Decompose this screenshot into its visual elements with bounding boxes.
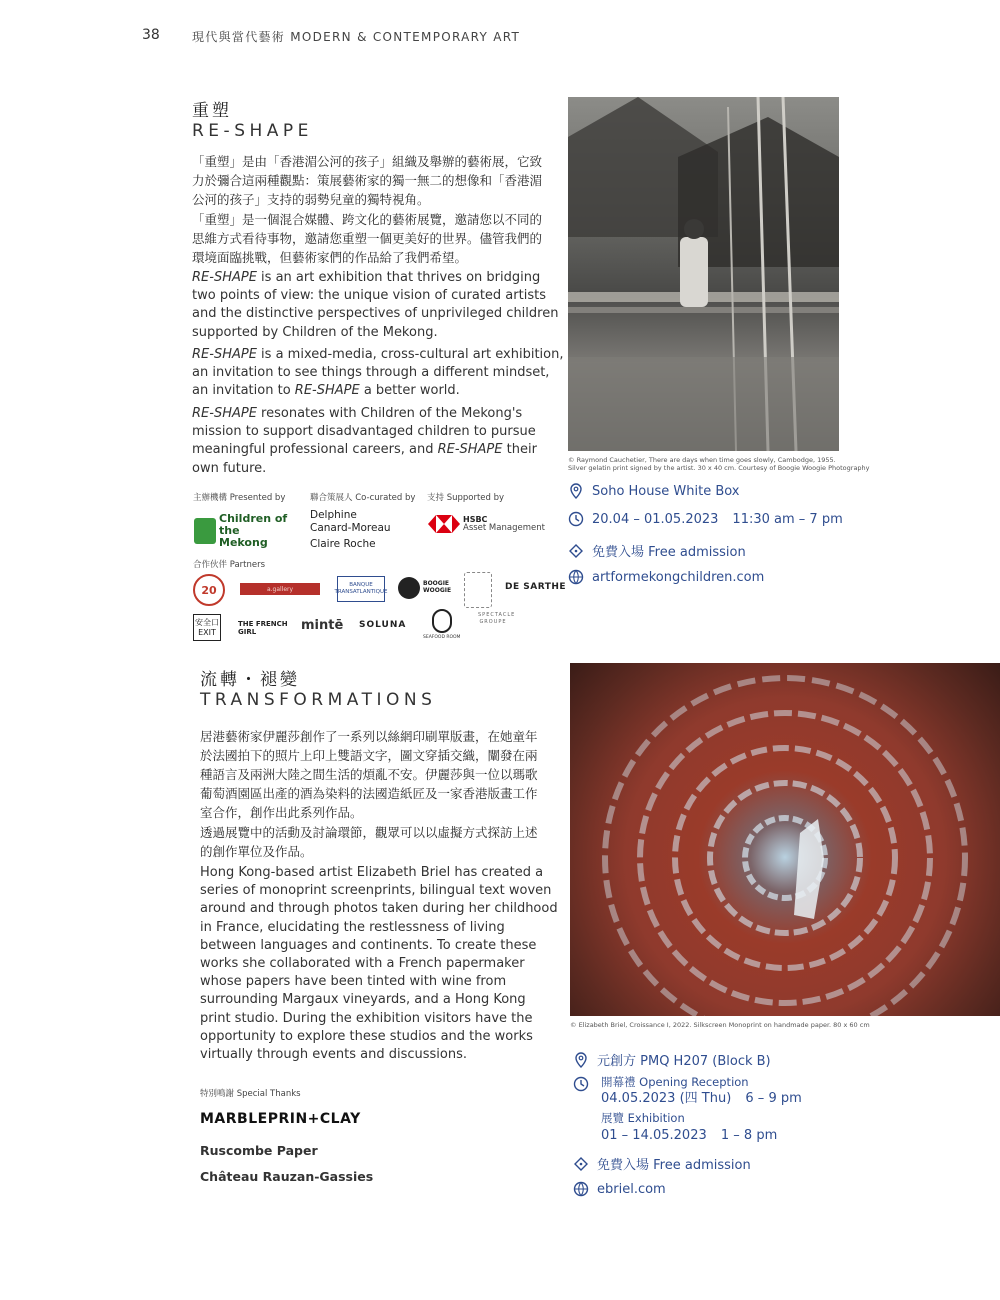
exhibition-label: 展覽 Exhibition bbox=[601, 1111, 685, 1125]
reshape-en-para1 bbox=[192, 269, 564, 342]
partner-logo-minte: mintē bbox=[301, 618, 344, 633]
transformations-venue-row bbox=[573, 1050, 771, 1069]
hsbc-logo bbox=[428, 515, 545, 533]
reshape-title-zh: 重塑 bbox=[192, 101, 232, 121]
reshape-em: RE-SHAPE bbox=[192, 406, 257, 421]
reshape-venue-row bbox=[568, 483, 740, 499]
transformations-admission-row bbox=[573, 1154, 751, 1173]
transformations-title-zh: 流轉・褪變 bbox=[200, 670, 300, 690]
thanks-ruscombe: Ruscombe Paper bbox=[200, 1143, 318, 1158]
section-title: 現代與當代藝術 MODERN & CONTEMPORARY ART bbox=[192, 30, 521, 44]
location-pin-icon bbox=[573, 1052, 589, 1068]
thanks-marbleprint: MARBLEPRIN+CLAY bbox=[200, 1111, 361, 1127]
reshape-en-text: is an art exhibition that thrives on bridging two points of view: the unique vision of curated artists and the distinctive perspectives of unprivileged children supported by Children of the Mekong. bbox=[192, 270, 559, 340]
supported-label: 支持 Supported by bbox=[427, 493, 505, 503]
reshape-date-row bbox=[568, 511, 843, 527]
partner-logo-banque: BANQUE TRANSATLANTIQUE bbox=[337, 576, 385, 602]
reception-time: 6 – 9 pm bbox=[745, 1091, 802, 1106]
reshape-date: 20.04 – 01.05.2023 bbox=[592, 511, 719, 527]
cocurated-label: 聯合策展人 Co-curated by bbox=[310, 493, 416, 503]
hsbc-sub: Asset Management bbox=[463, 523, 545, 533]
reception-date: 04.05.2023 (四 Thu) bbox=[601, 1091, 732, 1106]
reception-label: 開幕禮 Opening Reception bbox=[601, 1075, 749, 1089]
mekong-logo-icon bbox=[194, 518, 216, 544]
clock-icon bbox=[568, 511, 584, 527]
partner-logo-agallery: a.gallery bbox=[240, 583, 320, 595]
partner-logo-crest-icon bbox=[464, 572, 492, 608]
curator-2: Canard-Moreau bbox=[310, 522, 391, 534]
location-pin-icon bbox=[568, 483, 584, 499]
reshape-title-en: RE-SHAPE bbox=[192, 121, 313, 141]
reshape-en-para2 bbox=[192, 346, 564, 401]
partner-logo-frenchgirl: THE FRENCH GIRL bbox=[238, 620, 288, 636]
ticket-icon bbox=[573, 1156, 589, 1172]
transformations-venue: 元創方 PMQ H207 (Block B) bbox=[597, 1054, 771, 1069]
stilt-house-image bbox=[568, 97, 839, 451]
reshape-venue: Soho House White Box bbox=[592, 483, 740, 499]
partner-logo-seafood: SEAFOOD ROOM bbox=[423, 635, 461, 640]
reshape-website-row[interactable] bbox=[568, 569, 764, 585]
reshape-en-text: is a mixed-media, cross-cultural art exhibition, an invitation to see things through a different mindset, an invitation to bbox=[192, 347, 564, 399]
reshape-website-link[interactable]: artformekongchildren.com bbox=[592, 569, 765, 585]
boogie-woogie-icon bbox=[398, 577, 420, 599]
reshape-em: RE-SHAPE bbox=[294, 383, 360, 399]
reshape-admission-row bbox=[568, 541, 746, 560]
partner-logo-exit: 安全口 EXIT bbox=[193, 614, 221, 641]
thanks-label: 特別鳴謝 Special Thanks bbox=[200, 1089, 301, 1099]
reshape-em: RE-SHAPE bbox=[437, 442, 503, 458]
reshape-zh-para2: 「重塑」是一個混合媒體、跨文化的藝術展覽，邀請您以不同的思維方式看待事物，邀請您重塑一個更美好的世界。儘管我們的環境面臨挑戰，但藝術家們的作品給了我們希望。 bbox=[192, 212, 543, 265]
partners-label: 合作伙伴 Partners bbox=[193, 560, 266, 570]
presented-label: 主辦機構 Presented by bbox=[193, 493, 286, 503]
reshape-photo-caption-2: Silver gelatin print signed by the artist. 30 x 40 cm. Courtesy of Boogie Woogie Photography bbox=[568, 464, 870, 472]
transformations-zh-para1: 居港藝術家伊麗莎創作了一系列以絲網印刷單版畫，在她童年於法國拍下的照片上印上雙語文字，圖文穿插交織，闡發在兩種語言及兩洲大陸之間生活的煩亂不安。伊麗莎與一位以瑪歌葡萄酒園區出產的酒為染料的法國造紙匠及一家香港版畫工作室合作，創作出此系列作品。 bbox=[200, 729, 538, 820]
reshape-en-text: their own future. bbox=[192, 442, 537, 476]
reshape-zh-para1: 「重塑」是由「香港湄公河的孩子」組織及舉辦的藝術展，它致力於彌合這兩種觀點：策展藝術家的獨一無二的想像和「香港湄公河的孩子」支持的弱勢兒童的獨特視角。 bbox=[192, 154, 543, 207]
curator-3: Claire Roche bbox=[310, 538, 376, 550]
spiral-text-artwork bbox=[570, 663, 1000, 1016]
reshape-en-para3 bbox=[192, 405, 552, 478]
transformations-website-link[interactable]: ebriel.com bbox=[597, 1181, 666, 1197]
reshape-admission: 免費入場 Free admission bbox=[592, 545, 746, 560]
transformations-admission: 免費入場 Free admission bbox=[597, 1158, 751, 1173]
reshape-em: RE-SHAPE bbox=[192, 270, 257, 285]
reshape-time: 11:30 am – 7 pm bbox=[732, 511, 843, 527]
partner-logo-spectacle: SPECTACLE GROUPE bbox=[478, 612, 516, 625]
transformations-photo-caption: © Elizabeth Briel, Croissance I, 2022. Silkscreen Monoprint on handmade paper. 80 x 60 cm bbox=[570, 1021, 870, 1029]
clock-icon bbox=[573, 1076, 589, 1092]
mekong-logo-text: Children of the Mekong bbox=[219, 512, 288, 549]
children-mekong-logo bbox=[194, 513, 289, 549]
globe-icon bbox=[573, 1181, 589, 1197]
thanks-chateau: Château Rauzan-Gassies bbox=[200, 1169, 374, 1184]
ticket-icon bbox=[568, 543, 584, 559]
transformations-en-para: Hong Kong-based artist Elizabeth Briel has created a series of monoprint screenprints, bilingual text woven around and through photos taken during her childhood in France, elucidating the restlessness of living between languages and continents. To create these works she collaborated with a French papermaker whose papers have been tinted with wine from surrounding Margaux vineyards, and a Hong Kong print studio. During the exhibition visitors have the opportunity to explore these studios and the works virtually through events and discussions. bbox=[200, 865, 558, 1063]
partner-logo-soluna: SOLUNA bbox=[359, 620, 407, 630]
reshape-em: RE-SHAPE bbox=[192, 347, 257, 362]
transformations-zh-para2: 透過展覽中的活動及討論環節，觀眾可以以虛擬方式探訪上述的創作單位及作品。 bbox=[200, 825, 538, 859]
seafood-room-icon bbox=[432, 609, 452, 633]
exhibition-date: 01 – 14.05.2023 bbox=[601, 1128, 707, 1143]
reshape-photo-caption-1: © Raymond Cauchetier, There are days when time goes slowly, Cambodge, 1955. bbox=[568, 456, 836, 464]
hsbc-hexagon-icon bbox=[428, 515, 460, 533]
transformations-title-en: TRANSFORMATIONS bbox=[200, 690, 437, 710]
reshape-en-text: a better world. bbox=[359, 383, 460, 399]
globe-icon bbox=[568, 569, 584, 585]
hsbc-name: HSBC bbox=[463, 515, 488, 524]
partner-logo-20: 20 bbox=[193, 574, 225, 606]
exhibition-time: 1 – 8 pm bbox=[720, 1128, 778, 1143]
transformations-photo bbox=[570, 663, 1000, 1016]
page-number: 38 bbox=[142, 27, 160, 43]
transformations-website-row[interactable] bbox=[573, 1181, 666, 1197]
partner-logo-boogie: BOOGIE WOOGIE bbox=[423, 580, 452, 594]
reshape-photo bbox=[568, 97, 839, 451]
reshape-en-text: resonates with Children of the Mekong's mission to support disadvantaged children to pursue meaningful professional careers, and bbox=[192, 406, 536, 458]
curator-1: Delphine bbox=[310, 509, 357, 521]
partner-logo-desarthe: DE SARTHE bbox=[505, 582, 567, 592]
